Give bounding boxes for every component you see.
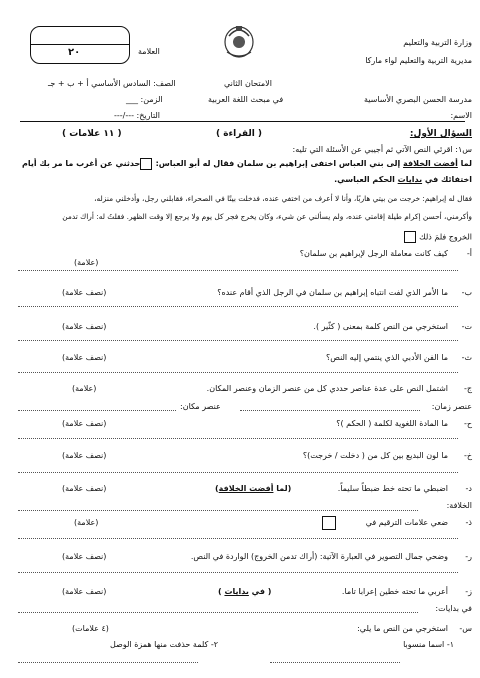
question-j-marks: (علامة) bbox=[72, 384, 97, 393]
question-dh-answer-line[interactable] bbox=[18, 538, 458, 539]
question-j-place-line[interactable] bbox=[18, 410, 176, 411]
question-h-text: ما المادة اللغوية لكلمة ( الحكم )؟ bbox=[336, 419, 448, 428]
question-th-answer-line[interactable] bbox=[18, 372, 458, 373]
question-dh-marks: (علامة) bbox=[74, 518, 99, 527]
question-h-answer-line[interactable] bbox=[18, 438, 458, 439]
question-a-marks: (علامة) bbox=[74, 258, 99, 267]
question-r-letter: ر- bbox=[465, 552, 472, 561]
question-a-answer-line[interactable] bbox=[18, 270, 458, 271]
question-s-answer-line-1[interactable] bbox=[270, 662, 400, 663]
question-j-letter: ج- bbox=[463, 384, 472, 393]
question-h-marks: (نصف علامة) bbox=[62, 419, 107, 428]
question-s-letter: س- bbox=[459, 624, 472, 633]
question-t-marks: (نصف علامة) bbox=[62, 322, 107, 331]
question-h-letter: ح- bbox=[463, 419, 472, 428]
exam-title: الامتحان الثاني bbox=[224, 79, 272, 88]
question-a-text: كيف كانت معاملة الرجل لإبراهيم بن سلمان؟ bbox=[299, 249, 448, 258]
question-d-answer-label: الخلافة: bbox=[446, 501, 472, 510]
question-kh-letter: خ- bbox=[463, 451, 472, 460]
question-r-marks: (نصف علامة) bbox=[62, 552, 107, 561]
passage-line3: فقال له إبراهيم: خرجت من بيتي هاربًا، وأنا لا أعرف من اختفي عنده، فدخلت بيتًا في الصحراء، فقابلني رجل، وأدخلني منزله، bbox=[94, 194, 472, 203]
name-label: الاسم: bbox=[450, 111, 472, 120]
passage-checkbox-1[interactable] bbox=[140, 158, 152, 170]
question-th-text: ما الفن الأدبي الذي ينتمي إليه النص؟ bbox=[326, 353, 448, 362]
ministry-title: وزارة التربية والتعليم bbox=[403, 38, 472, 47]
question-z-text: أعربي ما تحته خطين إعرابا تاما. bbox=[341, 587, 448, 596]
question-z-quote: ( في بدايات ) bbox=[218, 587, 272, 596]
question-th-letter: ث- bbox=[461, 353, 472, 362]
question-j-time-line[interactable] bbox=[240, 410, 420, 411]
subject-title: في مبحث اللغة العربية bbox=[208, 95, 284, 104]
question-th-marks: (نصف علامة) bbox=[62, 353, 107, 362]
question-j-time-label: عنصر زمان: bbox=[431, 402, 472, 411]
question-a-letter: أ- bbox=[466, 249, 472, 258]
passage-line2: اختفائك في بدايات الحكم العباسي. bbox=[334, 175, 472, 184]
grade-divider bbox=[30, 44, 129, 45]
question-j-text: اشتمل النص على عدة عناصر حددي كل من عنصر الزمان وعنصر المكان. bbox=[206, 384, 448, 393]
question-z-answer-line[interactable] bbox=[18, 612, 418, 613]
class-label: الصف: السادس الأساسي أ + ب + جـ bbox=[48, 79, 176, 88]
grade-value: ٢٠ bbox=[68, 47, 81, 58]
date-label: التاريخ: ---/--- bbox=[114, 111, 161, 120]
question-t-letter: ت- bbox=[461, 322, 472, 331]
question-z-answer-label: في بدايات: bbox=[435, 604, 472, 613]
question-kh-answer-line[interactable] bbox=[18, 472, 458, 473]
jordan-emblem bbox=[221, 22, 257, 60]
question-j-place-label: عنصر مكان: bbox=[180, 402, 221, 411]
q1-section: ( القراءة ) bbox=[216, 129, 263, 139]
passage-line4: وأكرمني، أحسن إكرام طيلة إقامتي عنده، ولم يسألني عن شيء، وكان يخرج فجر كل يوم ولا يرجع إلا وقت الظهر. فقلتُ له: أراك تدمن bbox=[62, 212, 472, 221]
question-dh-text: ضعي علامات الترقيم في bbox=[365, 518, 448, 527]
q1-marks: ( ١١ علامات ) bbox=[62, 129, 122, 139]
question-r-text: وضحي جمال التصوير في العبارة الآتية: (أراك تدمن الخروج) الواردة في النص. bbox=[190, 552, 448, 561]
question-d-text: اضبطي ما تحته خط ضبطاً سليماً. bbox=[337, 484, 448, 493]
question-s-answer-line-2[interactable] bbox=[18, 662, 198, 663]
question-z-letter: ز- bbox=[465, 587, 472, 596]
question-dh-letter: ذ- bbox=[465, 518, 472, 527]
q1-intro: س١: اقرئي النص الآتي ثم أجيبي عن الأسئلة التي تليه: bbox=[292, 145, 472, 154]
question-t-answer-line[interactable] bbox=[18, 340, 458, 341]
passage-line1-cont: حدثني عن أغرب ما مر بك أيام bbox=[22, 159, 141, 168]
question-z-marks: (نصف علامة) bbox=[62, 587, 107, 596]
question-r-answer-line[interactable] bbox=[18, 572, 458, 573]
header-divider bbox=[20, 121, 465, 122]
q1-title: السؤال الأول: bbox=[409, 129, 472, 139]
school-name: مدرسة الحسن البصري الأساسية bbox=[363, 95, 472, 104]
passage-checkbox-2[interactable] bbox=[404, 231, 416, 243]
question-d-answer-line[interactable] bbox=[18, 510, 418, 511]
directorate-title: مديرية التربية والتعليم لواء ماركا bbox=[365, 56, 472, 65]
passage-line5: الخروج فلمَ ذلك bbox=[401, 231, 472, 243]
question-s-marks: (٤ علامات) bbox=[72, 624, 109, 633]
question-b-marks: (نصف علامة) bbox=[62, 288, 107, 297]
question-b-letter: ب- bbox=[461, 288, 472, 297]
question-dh-checkbox[interactable] bbox=[322, 516, 336, 530]
question-s-item-2: ٢- كلمة حذفت منها همزة الوصل bbox=[110, 640, 219, 649]
passage-line1: لما أفضت الخلافة إلى بني العباس اختفى إبراهيم بن سلمان فقال له أبو العباس: bbox=[155, 159, 472, 168]
question-d-letter: د- bbox=[465, 484, 472, 493]
question-t-text: استخرجي من النص كلمة بمعنى ( كثّير ). bbox=[313, 322, 448, 331]
question-s-item-1: ١- اسما منسوبا bbox=[403, 640, 454, 649]
question-d-quote: (لما أفضت الخلافة) bbox=[215, 484, 292, 493]
question-s-text: استخرجي من النص ما يلي: bbox=[357, 624, 448, 633]
grade-label: العلامة bbox=[138, 47, 160, 56]
question-b-text: ما الأمر الذي لفت انتباه إبراهيم بن سلمان في الرجل الذي أقام عنده؟ bbox=[217, 288, 448, 297]
time-label: الزمن: ___ bbox=[126, 95, 163, 104]
question-b-answer-line[interactable] bbox=[18, 306, 458, 307]
question-kh-marks: (نصف علامة) bbox=[62, 451, 107, 460]
question-d-marks: (نصف علامة) bbox=[62, 484, 107, 493]
question-kh-text: ما لون البديع بين كل من ( دخلت / خرجت)؟ bbox=[302, 451, 448, 460]
